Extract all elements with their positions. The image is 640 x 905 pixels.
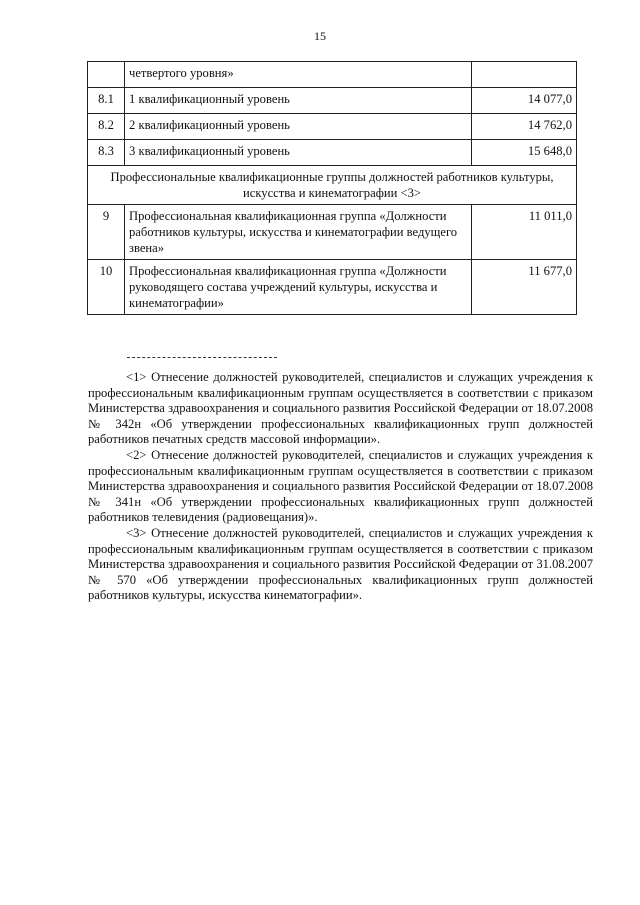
footnote-1: <1> Отнесение должностей руководителей, специалистов и служащих учреждения к профессиональным квалификационным группам осуществляется в соответствии с приказом Министерства здравоохранения и социального развития Российской Федерации от 18.07.2008 № 342н «Об утверждении профессиональных квалификационных групп должностей работников печатных средств массовой информации».: [88, 370, 593, 447]
salary-table: [87, 61, 577, 315]
row-value: 11 011,0: [472, 205, 577, 260]
row-name: Профессиональная квалификационная группа «Должности руководящего состава учреждений культуры, искусства и кинематографии»: [125, 260, 472, 315]
table-row: [88, 205, 577, 260]
row-value: 14 762,0: [472, 114, 577, 140]
footnote-divider: [127, 357, 277, 358]
footnote-3: <3> Отнесение должностей руководителей, специалистов и служащих учреждения к профессиональным квалификационным группам осуществляется в соответствии с приказом Министерства здравоохранения и социального развития Российской Федерации от 31.08.2007 № 570 «Об утверждении профессиональных квалификационных групп должностей работников культуры, искусства кинематографии».: [88, 525, 593, 603]
table-row: [88, 88, 577, 114]
row-value: 15 648,0: [472, 140, 577, 166]
row-value: [472, 62, 577, 88]
row-number: 8.3: [88, 140, 125, 166]
row-name: 1 квалификационный уровень: [125, 88, 472, 114]
footnote-2: <2> Отнесение должностей руководителей, специалистов и служащих учреждения к профессиональным квалификационным группам осуществляется в соответствии с приказом Министерства здравоохранения и социального развития Российской Федерации от 18.07.2008 № 341н «Об утверждении профессиональных квалификационных групп должностей работников телевидения (радиовещания)».: [88, 447, 593, 525]
row-number: 9: [88, 205, 125, 260]
row-value: 11 677,0: [472, 260, 577, 315]
section-header: Профессиональные квалификационные группы должностей работников культуры, искусства и кинематографии <3>: [88, 166, 577, 205]
section-header-row: [88, 166, 577, 205]
row-name: четвертого уровня»: [125, 62, 472, 88]
row-name: 3 квалификационный уровень: [125, 140, 472, 166]
row-number: 10: [88, 260, 125, 315]
table-row: [88, 62, 577, 88]
row-number: 8.1: [88, 88, 125, 114]
row-name: Профессиональная квалификационная группа «Должности работников культуры, искусства и кинематографии ведущего звена»: [125, 205, 472, 260]
table-row: [88, 140, 577, 166]
row-value: 14 077,0: [472, 88, 577, 114]
table-row: [88, 114, 577, 140]
page-number: 15: [314, 29, 326, 43]
footnotes: [88, 370, 593, 604]
row-number: 8.2: [88, 114, 125, 140]
row-name: 2 квалификационный уровень: [125, 114, 472, 140]
row-number: [88, 62, 125, 88]
table-row: [88, 260, 577, 315]
